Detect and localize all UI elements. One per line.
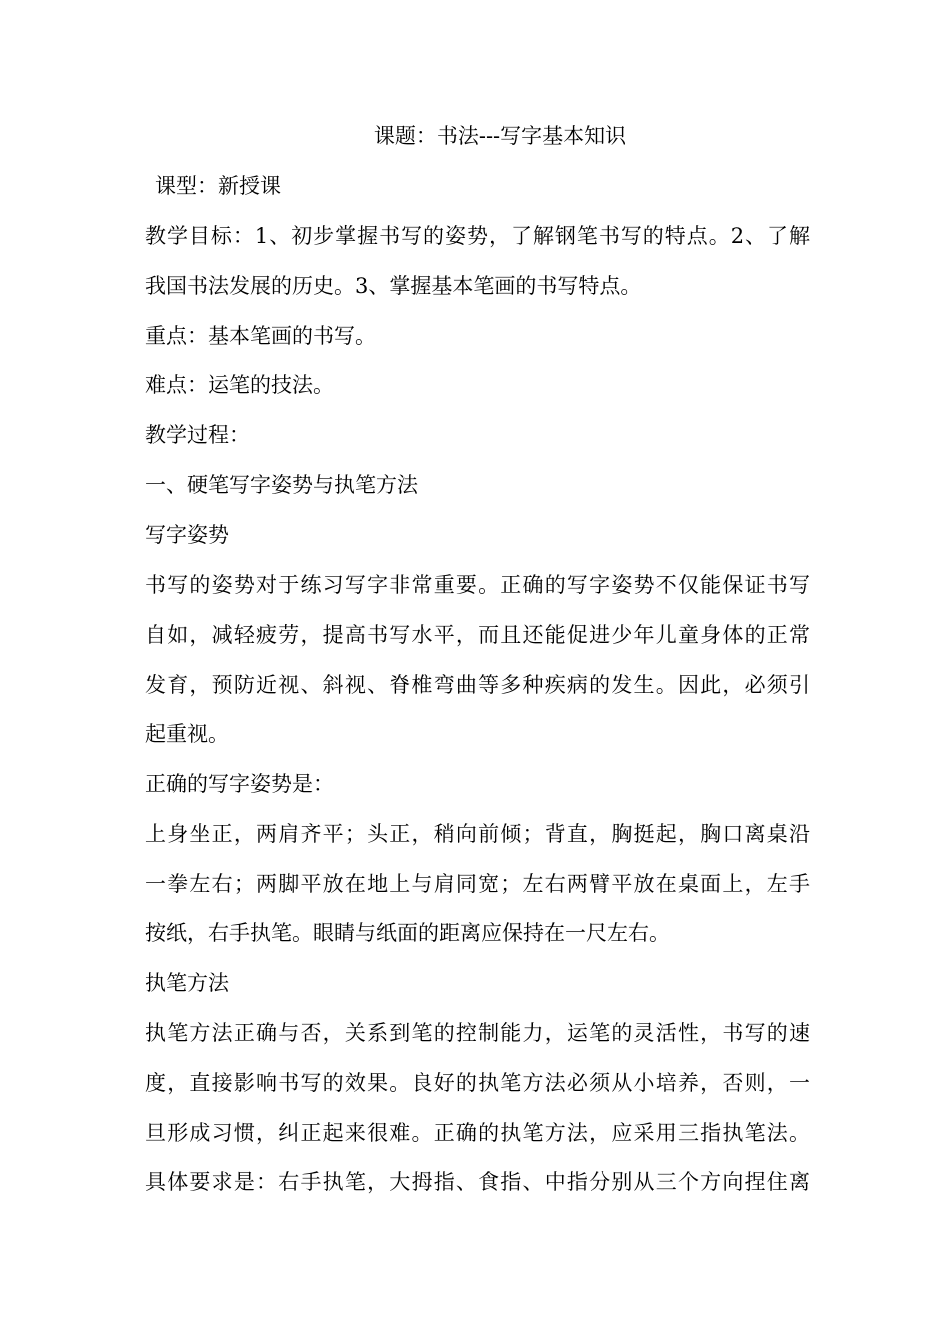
correct-posture-label: 正确的写字姿势是： <box>145 772 334 796</box>
posture-paragraph-line-1: 书写的姿势对于练习写字非常重要。正确的写字姿势不仅能保证书写 <box>145 573 810 597</box>
pen-paragraph-line-4: 具体要求是：右手执笔，大拇指、食指、中指分别从三个方向捏住离 <box>145 1170 810 1194</box>
posture-detail-line-2: 一拳左右；两脚平放在地上与肩同宽；左右两臂平放在桌面上，左手 <box>145 872 810 896</box>
pen-paragraph-line-3: 旦形成习惯，纠正起来很难。正确的执笔方法，应采用三指执笔法。 <box>145 1121 810 1145</box>
posture-detail-line-3: 按纸，右手执笔。眼睛与纸面的距离应保持在一尺左右。 <box>145 921 670 945</box>
posture-paragraph-line-2: 自如，减轻疲劳，提高书写水平，而且还能促进少年儿童身体的正常 <box>145 623 810 647</box>
pen-paragraph-line-2: 度，直接影响书写的效果。良好的执笔方法必须从小培养，否则，一 <box>145 1071 810 1095</box>
posture-paragraph-line-4: 起重视。 <box>145 722 229 746</box>
posture-paragraph-line-3: 发育，预防近视、斜视、脊椎弯曲等多种疾病的发生。因此，必须引 <box>145 673 810 697</box>
lesson-type: 课型：新授课 <box>155 174 281 198</box>
posture-detail-line-1: 上身坐正，两肩齐平；头正，稍向前倾；背直，胸挺起，胸口离桌沿 <box>145 822 810 846</box>
pen-paragraph-line-1: 执笔方法正确与否，关系到笔的控制能力，运笔的灵活性，书写的速 <box>145 1021 810 1045</box>
difficulty-point: 难点：运笔的技法。 <box>145 373 334 397</box>
pen-holding-heading: 执笔方法 <box>145 971 229 995</box>
teaching-process-label: 教学过程： <box>145 423 250 447</box>
teaching-goals-line-2: 我国书法发展的历史。3、掌握基本笔画的书写特点。 <box>145 274 642 298</box>
posture-heading: 写字姿势 <box>145 523 229 547</box>
section-heading-1: 一、硬笔写字姿势与执笔方法 <box>145 473 418 497</box>
teaching-goals-line-1: 教学目标：1、初步掌握书写的姿势，了解钢笔书写的特点。2、了解 <box>145 224 810 248</box>
lesson-title: 课题：书法---写字基本知识 <box>373 124 627 148</box>
key-point: 重点：基本笔画的书写。 <box>145 324 376 348</box>
